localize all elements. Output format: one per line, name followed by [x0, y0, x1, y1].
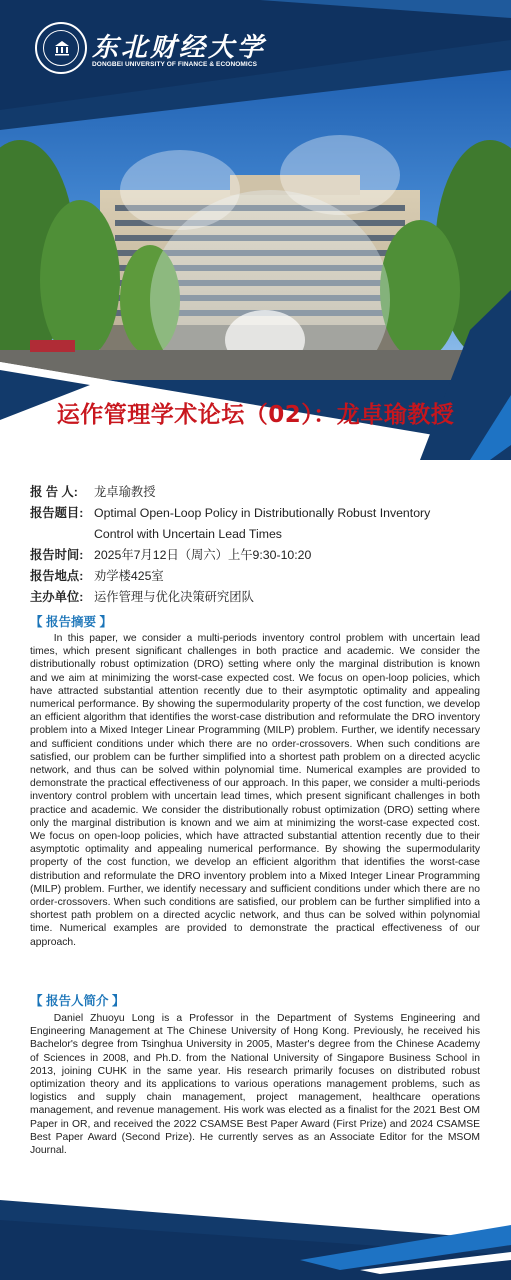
time-label: 报告时间:	[30, 548, 84, 562]
speaker-label: 报 告 人:	[30, 485, 78, 499]
speaker-row	[30, 482, 480, 503]
topic-line-2: Control with Uncertain Lead Times	[94, 527, 282, 541]
topic-value	[94, 503, 480, 545]
university-logo	[35, 22, 87, 74]
bio-heading: 【 报告人简介 】	[30, 994, 125, 1008]
abstract-text: In this paper, we consider a multi-periods inventory control problem with uncertain lead times, which present significant challenges in both practice and academic. We consider the distributionally robust optimization (DRO) setting where only the marginal distribution is known and we aim at minimizing the worst-case expected cost. We focus on open-loop policies, which have attracted substantial attention recently due to their asymptotic optimality and appealing numerical performance. By showing the supermodularity property of the cost function, we develop an efficient algorithm that identifies the worst-case distribution and reformulate the DRO inventory problem into a Mixed Integer Linear Programming (MILP) problem. Further, we identify necessary and sufficient conditions under which there are no order-crossovers. When such conditions are satisfied, our problem can be further simplified into a shortest path problem on a directed acyclic network, and thus can be solved within polynomial time. Numerical examples are provided to demonstrate the practical effectiveness of our approach. In this paper, we consider a multi-periods inventory control problem with uncertain lead times, which present significant challenges in both practice and academic. We consider the distributionally robust optimization (DRO) setting where only the marginal distribution is known and we aim at minimizing the worst-case expected cost. We focus on open-loop policies, which have attracted substantial attention recently due to their asymptotic optimality and appealing numerical performance. By showing the supermodularity property of the cost function, we develop an efficient algorithm that identifies the worst-case distribution and reformulate the DRO inventory problem into a Mixed Integer Linear Programming (MILP) problem. Further, we identify necessary and sufficient conditions under which there are no order-crossovers. When such conditions are satisfied, our problem can be further simplified into a shortest path problem on a directed acyclic network, and thus can be solved within polynomial time. Numerical examples are provided to demonstrate the practical effectiveness of our approach.	[30, 633, 480, 948]
event-info	[30, 482, 480, 608]
abstract-heading: 【 报告摘要 】	[30, 615, 112, 629]
building-icon	[54, 40, 70, 56]
speaker-value: 龙卓瑜教授	[94, 485, 156, 499]
university-name-cn: 东北财经大学	[92, 33, 267, 63]
host-value: 运作管理与优化决策研究团队	[94, 590, 254, 604]
location-value: 劝学楼425室	[94, 569, 164, 583]
topic-label: 报告题目:	[30, 506, 84, 520]
host-row	[30, 587, 480, 608]
campus-photo	[0, 0, 511, 460]
location-row	[30, 566, 480, 587]
time-row	[30, 545, 480, 566]
time-value: 2025年7月12日（周六）上午9:30-10:20	[94, 548, 312, 562]
event-title: 运作管理学术论坛（02）：龙卓瑜教授	[56, 402, 455, 428]
footer-decoration	[0, 1170, 511, 1280]
bio-text: Daniel Zhuoyu Long is a Professor in the Department of Systems Engineering and Engineering Management at The Chinese University of Hong Kong. Previously, he received his Bachelor's degree from Tsinghua University in 2005, Master's degree from the Chinese Academy of Sciences in 2008, and Ph.D. from the National University of Singapore Business School in 2013, joining CUHK in the same year. His research primarily focuses on distributed robust optimization theory and its applications to various operations management problems, such as logistics and supply chain management, project management, healthcare operations management, and revenue management. His work was elected as a finalist for the 2021 Best OM Paper in OR, and received the 2022 CSAMSE Best Paper Award (First Prize) and 2024 CSAMSE Best Paper Award (Second Prize). He currently serves as an Associate Editor for the MSOM Journal.	[30, 1013, 480, 1157]
logo-seal	[43, 30, 79, 66]
location-label: 报告地点:	[30, 569, 84, 583]
host-label: 主办单位:	[30, 590, 84, 604]
topic-row	[30, 503, 480, 545]
university-name-en: DONGBEI UNIVERSITY OF FINANCE & ECONOMICS	[92, 61, 258, 68]
topic-line-1: Optimal Open-Loop Policy in Distributionally Robust Inventory	[94, 506, 431, 520]
